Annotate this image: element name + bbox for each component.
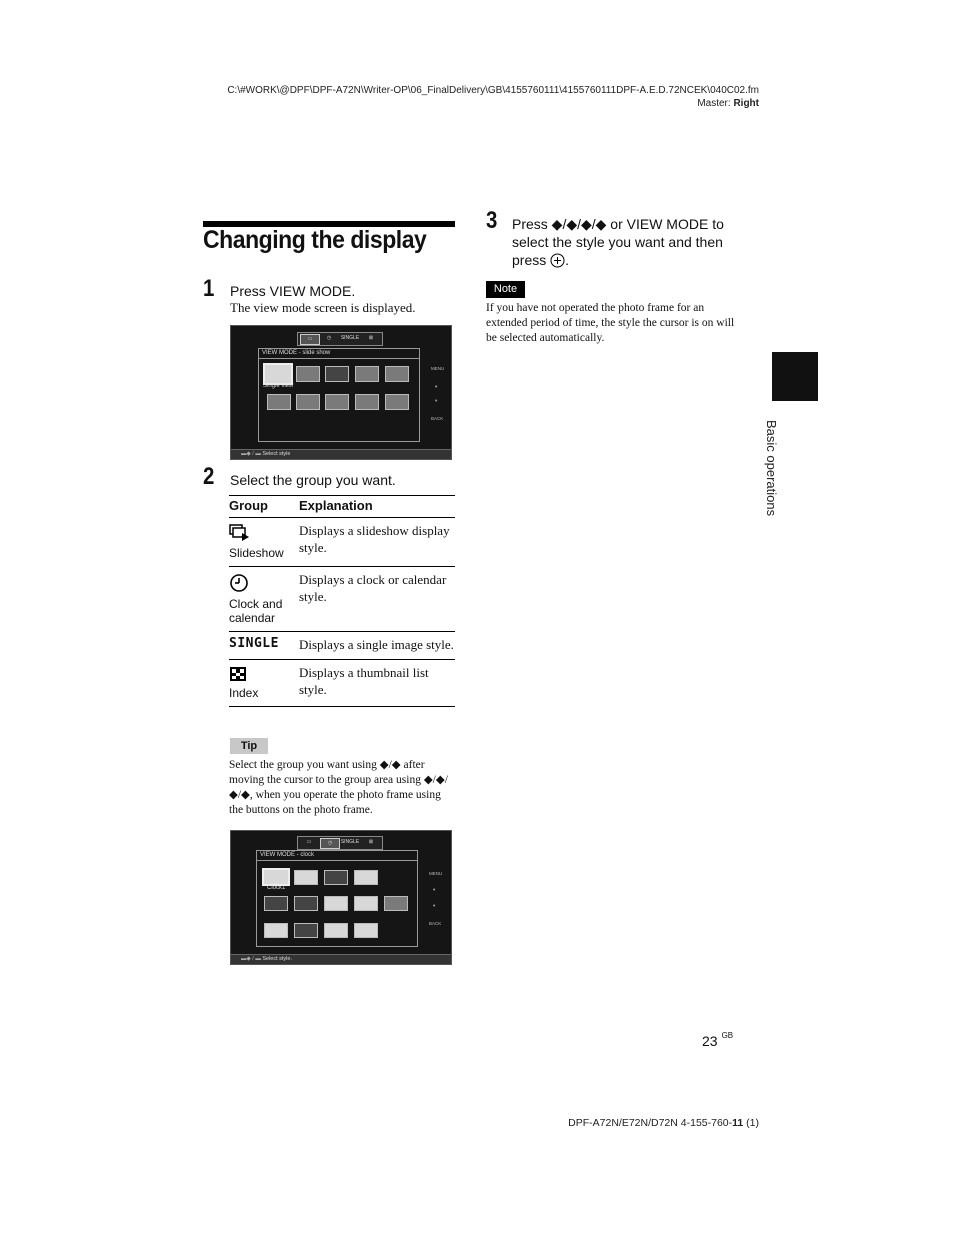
table-row — [229, 632, 455, 660]
selected-style-label: Single view — [263, 383, 294, 389]
step-3-text-line-1: Press ◆/◆/◆/◆ or VIEW MODE to — [512, 216, 724, 232]
side-menu-label: MENU — [429, 871, 443, 876]
group-tab-row — [297, 836, 383, 850]
single-tab: SINGLE — [340, 335, 360, 341]
master-value: Right — [733, 98, 759, 109]
step-1-subtext: The view mode screen is displayed. — [230, 300, 416, 315]
thumb-selected — [262, 868, 290, 886]
thumb — [264, 896, 288, 911]
screen-bottom-bar: ▬◆ / ▬ Select style — [231, 449, 451, 459]
header-group: Group — [229, 496, 299, 518]
clock-tab-icon: ◷ — [326, 335, 332, 341]
group-explanation: Displays a clock or calendar style. — [299, 567, 455, 632]
thumb-selected — [263, 363, 293, 385]
group-explanation: Displays a thumbnail list style. — [299, 660, 455, 707]
thumb — [385, 366, 409, 382]
single-icon: SINGLE — [229, 636, 279, 651]
file-path: C:\#WORK\@DPF\DPF-A72N\Writer-OP\06_FinalDelivery\GB\4155760111\4155760111DPF-A.E.D.72NCEK\040C02.fm — [227, 85, 759, 96]
screen-bottom-bar: ▬◆ / ▬ Select style. — [231, 954, 451, 964]
group-tab-row — [297, 332, 383, 346]
clock-icon — [229, 573, 249, 593]
screen-header: VIEW MODE - clock — [260, 852, 315, 858]
page-suffix: GB — [721, 1031, 734, 1040]
index-tab-icon: ⊠ — [368, 335, 374, 341]
thumb — [294, 896, 318, 911]
thumb — [264, 923, 288, 938]
side-back-label: BACK — [429, 921, 442, 926]
slideshow-icon — [229, 524, 249, 542]
table-row — [229, 660, 455, 707]
side-back-label: BACK — [431, 416, 444, 421]
thumb — [384, 896, 408, 911]
clock-tab-icon: ◷ — [320, 838, 340, 849]
group-explanation: Displays a slideshow display style. — [299, 518, 455, 567]
selected-style-label: Clock1 — [267, 885, 286, 891]
side-arrow-icon: ▾ — [433, 903, 436, 908]
thumb — [354, 923, 378, 938]
table-row — [229, 518, 455, 567]
note-line-3: be selected automatically. — [486, 332, 605, 344]
thumb — [294, 870, 318, 885]
note-line-2: extended period of time, the style the cursor is on will — [486, 317, 735, 329]
index-icon — [229, 666, 247, 682]
side-arrow-icon: ▾ — [435, 398, 438, 403]
step-3-number: 3 — [486, 207, 498, 234]
view-mode-screen-clock — [230, 830, 452, 965]
thumb — [324, 923, 348, 938]
thumb — [354, 896, 378, 911]
table-row — [229, 567, 455, 632]
note-line-1: If you have not operated the photo frame for an — [486, 302, 705, 314]
tip-label: Tip — [230, 738, 268, 754]
master-label: Master: Right — [697, 98, 759, 109]
step-3-text-line-3: press . — [512, 252, 570, 268]
side-arrow-icon: ▾ — [433, 887, 436, 892]
group-name: Slideshow — [229, 546, 284, 560]
step-1-number: 1 — [203, 275, 215, 302]
thumb — [324, 870, 348, 885]
table-header-row — [229, 496, 455, 518]
thumb — [324, 896, 348, 911]
page-number: 23 $^{GB}$ — [702, 1031, 734, 1049]
index-tab-icon: ⊠ — [368, 839, 374, 845]
group-table — [229, 495, 455, 707]
step-2-text: Select the group you want. — [230, 472, 396, 488]
thumb — [296, 366, 320, 382]
thumb — [294, 923, 318, 938]
header-explanation: Explanation — [299, 496, 455, 518]
thumb — [296, 394, 320, 410]
page-title: Changing the display — [203, 226, 427, 254]
thumb — [355, 366, 379, 382]
section-tab-marker — [772, 352, 818, 401]
step-1-text: Press VIEW MODE. — [230, 283, 356, 299]
group-name: Index — [229, 686, 259, 700]
step-3-text-line-2: select the style you want and then — [512, 234, 723, 250]
screen-panel — [256, 850, 418, 947]
slideshow-tab-icon: ▭ — [300, 334, 320, 345]
group-name: Clock and calendar — [229, 597, 283, 625]
thumb — [354, 870, 378, 885]
section-tab-label: Basic operations — [764, 420, 779, 517]
side-arrow-icon: ▾ — [435, 384, 438, 389]
step-2-number: 2 — [203, 463, 215, 490]
enter-button-icon — [550, 253, 565, 268]
thumb — [325, 366, 349, 382]
tip-line-1: Select the group you want using ◆/◆ after — [229, 759, 425, 771]
single-tab: SINGLE — [340, 839, 360, 845]
thumb — [385, 394, 409, 410]
view-mode-screen-slideshow — [230, 325, 452, 460]
group-explanation: Displays a single image style. — [299, 632, 455, 660]
slideshow-tab-icon: ▭ — [306, 839, 312, 845]
screen-header: VIEW MODE - slide show — [262, 350, 331, 356]
thumb — [355, 394, 379, 410]
footer-model: DPF-A72N/E72N/D72N 4-155-760-11 (1) — [568, 1117, 759, 1129]
screen-panel — [258, 348, 420, 442]
tip-line-3: ◆/◆, when you operate the photo frame using — [229, 789, 441, 801]
thumb — [325, 394, 349, 410]
note-label: Note — [486, 281, 525, 298]
thumb — [267, 394, 291, 410]
side-menu-label: MENU — [431, 366, 445, 371]
tip-line-4: the buttons on the photo frame. — [229, 804, 373, 816]
tip-line-2: moving the cursor to the group area using ◆/◆/ — [229, 774, 448, 786]
